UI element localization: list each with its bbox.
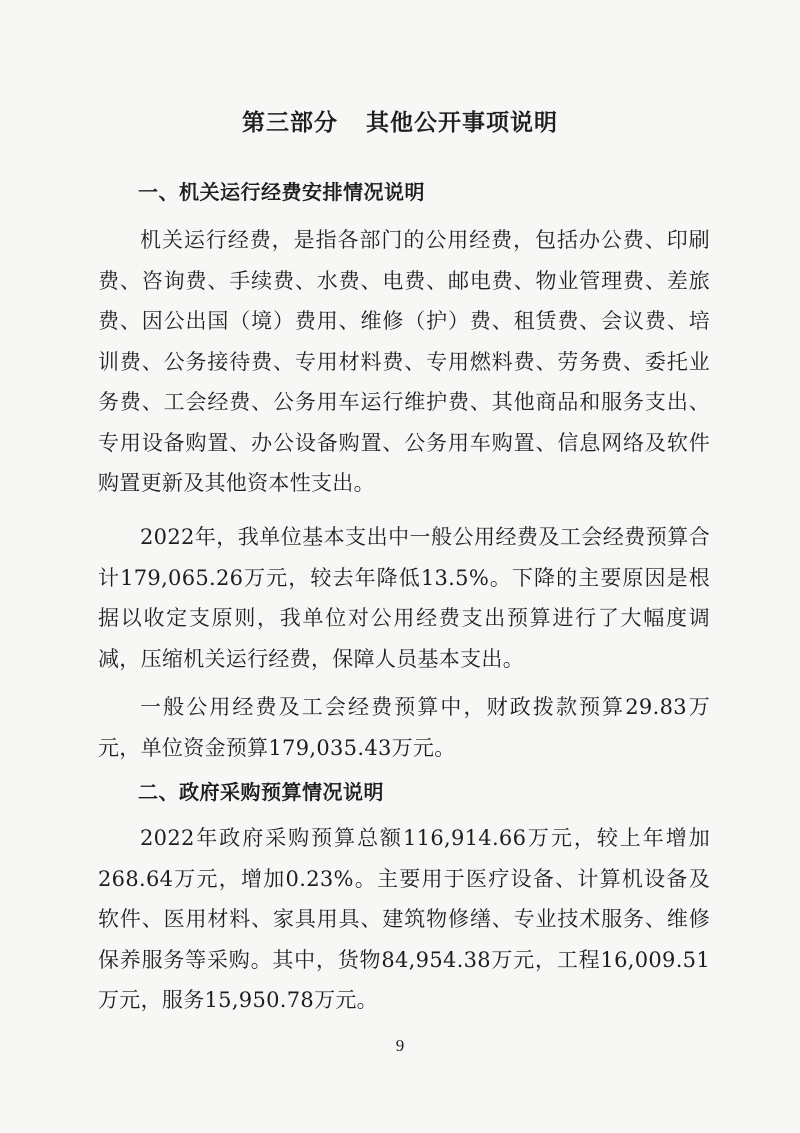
section1-paragraph-3: 一般公用经费及工会经费预算中，财政拨款预算29.83万元，单位资金预算179,035.43万元。 (98, 695, 710, 760)
title-text: 其他公开事项说明 (366, 110, 558, 136)
page-number: 9 (395, 1036, 405, 1055)
section1-paragraph-1: 机关运行经费，是指各部门的公用经费，包括办公费、印刷费、咨询费、手续费、水费、电费、邮电费、物业管理费、差旅费、因公出国（境）费用、维修（护）费、租赁费、会议费、培训费、公务接待费、专用材料费、专用燃料费、劳务费、委托业务费、工会经费、公务用车运行维护费、其他商品和服务支出、专用设备购置、办公设备购置、公务用车购置、信息网络及软件购置更新及其他资本性支出。 (98, 228, 710, 495)
section2-paragraph-1: 2022年政府采购预算总额116,914.66万元，较上年增加268.64万元，增加0.23%。主要用于医疗设备、计算机设备及软件、医用材料、家具用具、建筑物修缮、专业技术服务、维修保养服务等采购。其中，货物84,954.38万元，工程16,009.51万元，服务15,950.78万元。 (98, 826, 710, 1012)
section-heading-1: 一、机关运行经费安排情况说明 (138, 180, 425, 204)
title-part: 第三部分 (242, 110, 338, 136)
page-title (0, 104, 800, 137)
section-heading-2: 二、政府采购预算情况说明 (138, 780, 384, 804)
section1-paragraph-2: 2022年，我单位基本支出中一般公用经费及工会经费预算合计179,065.26万元，较去年降低13.5%。下降的主要原因是根据以收定支原则，我单位对公用经费支出预算进行了大幅度调减，压缩机关运行经费，保障人员基本支出。 (98, 525, 710, 671)
